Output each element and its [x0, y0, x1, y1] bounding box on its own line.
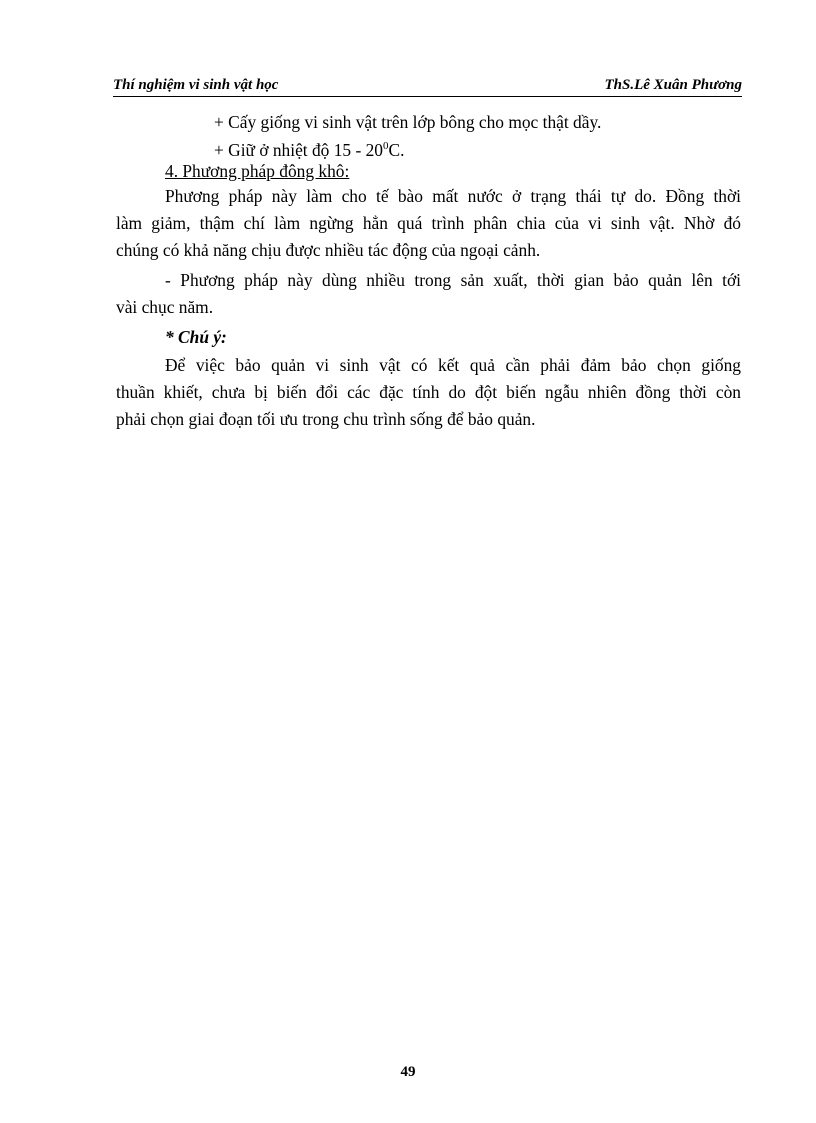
bullet-inoculate: + Cấy giống vi sinh vật trên lớp bông cho mọc thật dầy. — [214, 112, 602, 132]
header-author: ThS.Lê Xuân Phương — [604, 77, 742, 93]
bullet-temperature-unit: C. — [388, 139, 405, 160]
bullet-temperature-text: + Giữ ở nhiệt độ 15 - 20 — [214, 139, 383, 160]
page-header — [113, 76, 742, 97]
para3-line3: phải chọn giai đoạn tối ưu trong chu trình sống để bảo quản. — [116, 409, 536, 429]
section-title: 4. Phương pháp đông khô: — [165, 161, 350, 181]
para2-line1: - Phương pháp này dùng nhiều trong sản xuất, thời gian bảo quản lên tới — [165, 270, 741, 290]
header-book-title: Thí nghiệm vi sinh vật học — [113, 77, 279, 93]
note-title: * Chú ý: — [165, 327, 227, 347]
para1-line3: chúng có khả năng chịu được nhiều tác động của ngoại cảnh. — [116, 240, 541, 260]
para3-line1: Để việc bảo quản vi sinh vật có kết quả cần phải đảm bảo chọn giống — [165, 355, 741, 375]
para2-line2: vài chục năm. — [116, 297, 214, 317]
page-number: 49 — [400, 1064, 416, 1080]
para1-line2: làm giảm, thậm chí làm ngừng hẳn quá trình phân chia của vi sinh vật. Nhờ đó — [116, 213, 741, 233]
para3-line2: thuần khiết, chưa bị biến đổi các đặc tính do đột biến ngẫu nhiên đồng thời còn — [116, 382, 741, 402]
bullet-temperature — [214, 135, 404, 161]
para1-line1: Phương pháp này làm cho tế bào mất nước ở trạng thái tự do. Đồng thời — [165, 186, 741, 206]
degree-superscript: 0 — [383, 140, 389, 152]
